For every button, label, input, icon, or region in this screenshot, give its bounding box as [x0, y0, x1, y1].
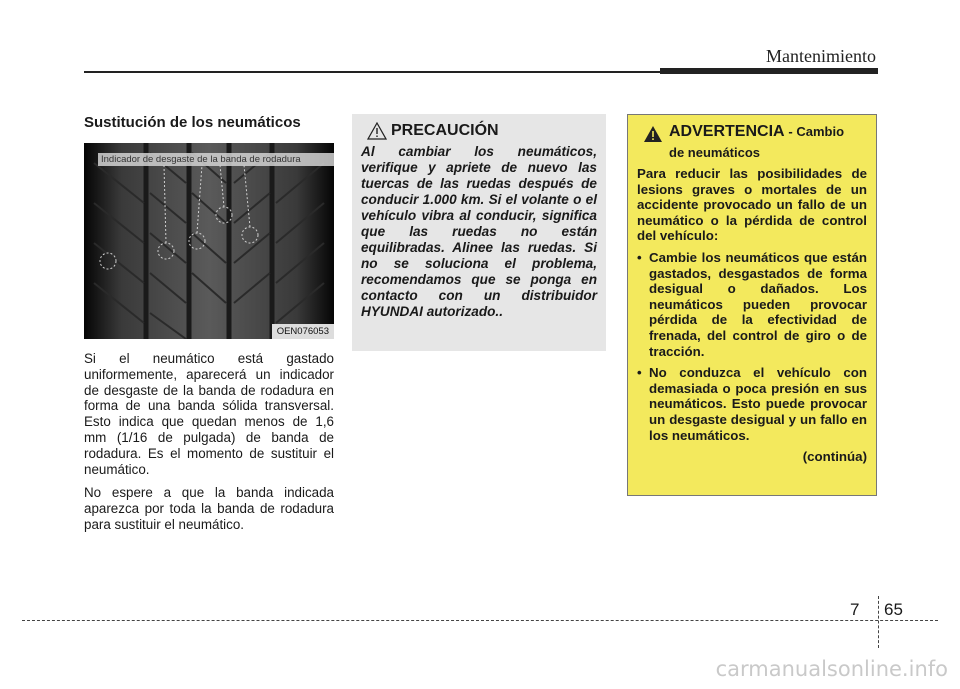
- body-paragraph-2: No espere a que la banda indicada aparezca por toda la banda de rodadura para sustituir el neumático.: [84, 485, 334, 532]
- caution-triangle-icon: [367, 122, 387, 140]
- page-number: 65: [884, 600, 903, 619]
- header-rule-accent: [660, 68, 878, 74]
- bullet-icon: •: [637, 365, 642, 381]
- warning-title: ADVERTENCIA: [669, 123, 784, 140]
- warning-title-suffix: - Cambio: [788, 124, 845, 139]
- bullet-icon: •: [637, 249, 642, 265]
- figure-caption: Indicador de desgaste de la banda de rodadura: [98, 153, 334, 166]
- warning-list: [637, 250, 867, 443]
- warning-title-line: [669, 123, 844, 141]
- watermark-text: carmanualsonline.info: [715, 657, 948, 681]
- main-column: [84, 114, 334, 533]
- figure-code: OEN076053: [272, 324, 334, 339]
- caution-box: [352, 114, 606, 351]
- footer-rule: [22, 620, 938, 621]
- chapter-number: 7: [850, 600, 860, 619]
- warning-list-item: [637, 365, 867, 443]
- caution-title: PRECAUCIÓN: [391, 122, 499, 139]
- warning-item-text: No conduzca el vehículo con demasiada o poca presión en sus neumáticos. Esto puede provocar un desgaste desigual y un fallo en los neumáticos.: [649, 365, 867, 443]
- caution-header: [367, 122, 597, 140]
- warning-item-text: Cambie los neumáticos que están gastados, desgastados de forma desigual o dañados. Los neumáticos pueden provocar pérdida de la efectividad de frenada, del control de giro o de tracción.: [649, 249, 867, 359]
- warning-continued: (continúa): [802, 449, 867, 465]
- body-paragraph-1: Si el neumático está gastado uniformemente, aparecerá un indicador de desgaste de la banda de rodadura en forma de una banda sólida transversal. Esto indica que quedan menos de 1,6 mm (1/16 de pulgada) de banda de rodadura. Es el momento de sustituir el neumático.: [84, 351, 334, 477]
- tire-tread-figure: [84, 143, 334, 339]
- warning-triangle-icon: [643, 125, 663, 143]
- footer-divider: [878, 596, 879, 648]
- caution-text: Al cambiar los neumáticos, verifique y apriete de nuevo las tuercas de las ruedas después de conducir 1.000 km. Si el volante o el vehículo vibra al conducir, significa que las ruedas no están equilibradas. Alinee las ruedas. Si no se soluciona el problema, recomendamos que se ponga en contacto con un distribuidor HYUNDAI autorizado..: [361, 144, 597, 319]
- page-header-title: Mantenimiento: [766, 46, 876, 66]
- warning-subtitle: de neumáticos: [669, 145, 761, 160]
- tire-tread-illustration: [84, 143, 334, 339]
- warning-list-item: [637, 250, 867, 359]
- section-title: Sustitución de los neumáticos: [84, 114, 301, 131]
- warning-box: [627, 114, 877, 496]
- warning-header: [637, 123, 867, 143]
- warning-intro: Para reducir las posibilidades de lesions graves o mortales de un accidente provocado un fallo de un neumático o la pérdida de control del vehículo:: [637, 166, 867, 244]
